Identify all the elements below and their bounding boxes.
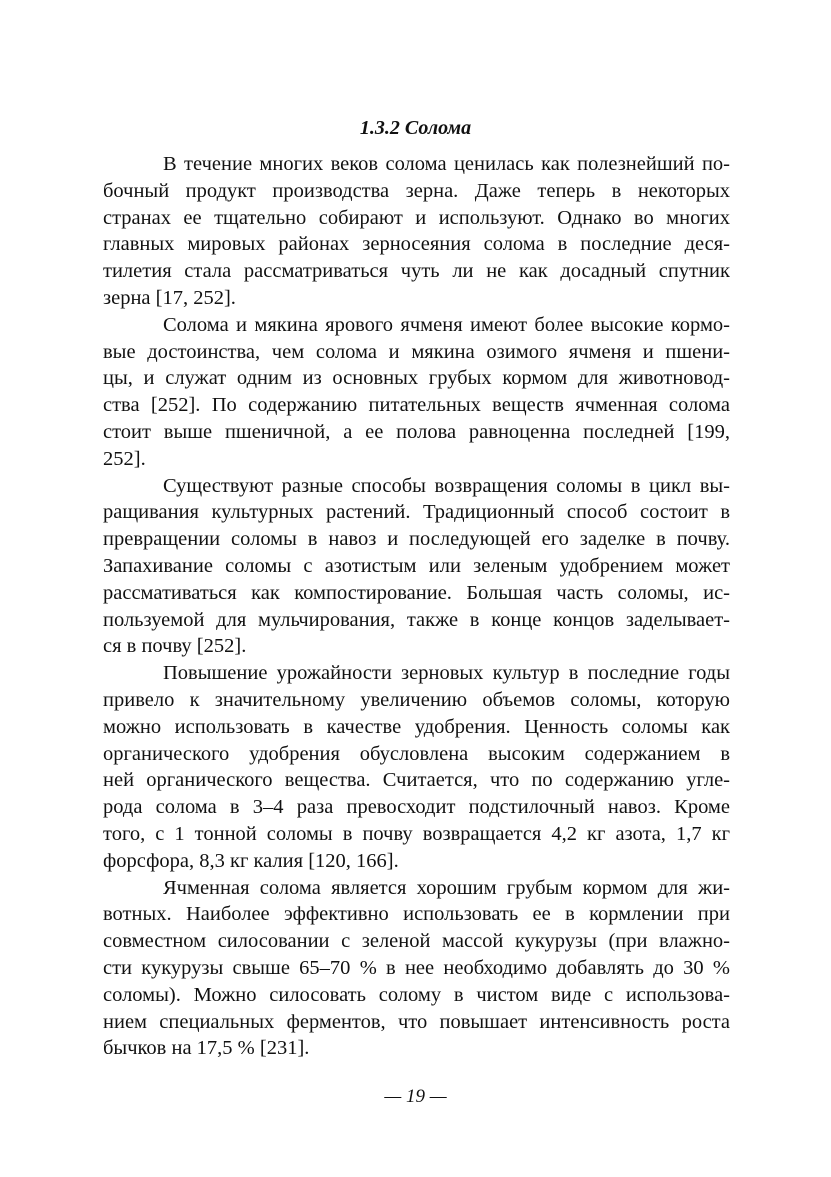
text-line: того, с 1 тонной соломы в почву возвращается 4,2 кг азота, 1,7 кг [103,822,730,845]
text-line: привело к значительному увеличению объемов соломы, которую [103,688,730,711]
text-line: стоит выше пшеничной, а ее полова равноценна последней [199, [103,420,730,443]
text-line: тилетия стала рассматриваться чуть ли не как досадный спутник [103,260,730,283]
text-line: В течение многих веков солома ценилась как полезнейший по- [163,153,730,175]
text-line: совместном силосовании с зеленой массой кукурузы (при влажно- [103,930,730,953]
page-number: — 19 — [384,1086,447,1107]
text-line: сти кукурузы свыше 65–70 % в нее необходимо добавлять до 30 % [103,956,730,979]
text-line: рассмативаться как компостирование. Большая часть соломы, ис- [103,581,730,604]
paragraph [103,312,730,473]
text-line: 252]. [103,447,146,470]
body-text [103,151,730,1062]
paragraph [103,151,730,312]
text-line: пользуемой для мульчирования, также в конце концов заделывает- [103,608,730,631]
text-line: ства [252]. По содержанию питательных веществ ячменная солома [103,394,730,417]
text-line: ращивания культурных растений. Традиционный способ состоит в [103,501,730,524]
text-line: ся в почву [252]. [103,635,247,658]
text-line: рода солома в 3–4 раза превосходит подстилочный навоз. Кроме [103,796,730,819]
text-line: Солома и мякина ярового ячменя имеют более высокие кормо- [163,313,730,336]
paragraph [103,875,730,1063]
text-line: ней органического вещества. Считается, что по содержанию угле- [103,769,730,792]
text-line: главных мировых районах зерносеяния солома в последние деся- [103,233,730,256]
text-line: зерна [17, 252]. [103,286,236,309]
section-title: 1.3.2 Солома [359,117,472,139]
text-line: вотных. Наиболее эффективно использовать ее в кормлении при [103,903,730,926]
paragraph [103,473,730,661]
text-line: нием специальных ферментов, что повышает интенсивность роста [103,1010,730,1033]
text-line: Повышение урожайности зерновых культур в последние годы [163,662,730,685]
text-line: бычков на 17,5 % [231]. [103,1037,310,1060]
text-line: Ячменная солома является хорошим грубым кормом для жи- [163,876,730,899]
text-line: Запахивание соломы с азотистым или зеленым удобрением может [103,554,730,577]
text-line: Существуют разные способы возвращения соломы в цикл вы- [163,474,730,497]
text-line: форсфора, 8,3 кг калия [120, 166]. [103,849,399,872]
text-line: органического удобрения обусловлена высоким содержанием в [103,742,730,765]
text-line: можно использовать в качестве удобрения. Ценность соломы как [103,715,730,738]
text-line: вые достоинства, чем солома и мякина озимого ячменя и пшени- [103,340,730,363]
text-line: соломы). Можно силосовать солому в чистом виде с использова- [103,983,730,1006]
paragraph [103,660,730,874]
text-line: бочный продукт производства зерна. Даже теперь в некоторых [103,179,730,202]
text-line: превращении соломы в навоз и последующей его заделке в почву. [103,528,730,551]
text-line: странах ее тщательно собирают и используют. Однако во многих [103,206,730,229]
text-line: цы, и служат одним из основных грубых кормом для животновод- [103,367,730,390]
